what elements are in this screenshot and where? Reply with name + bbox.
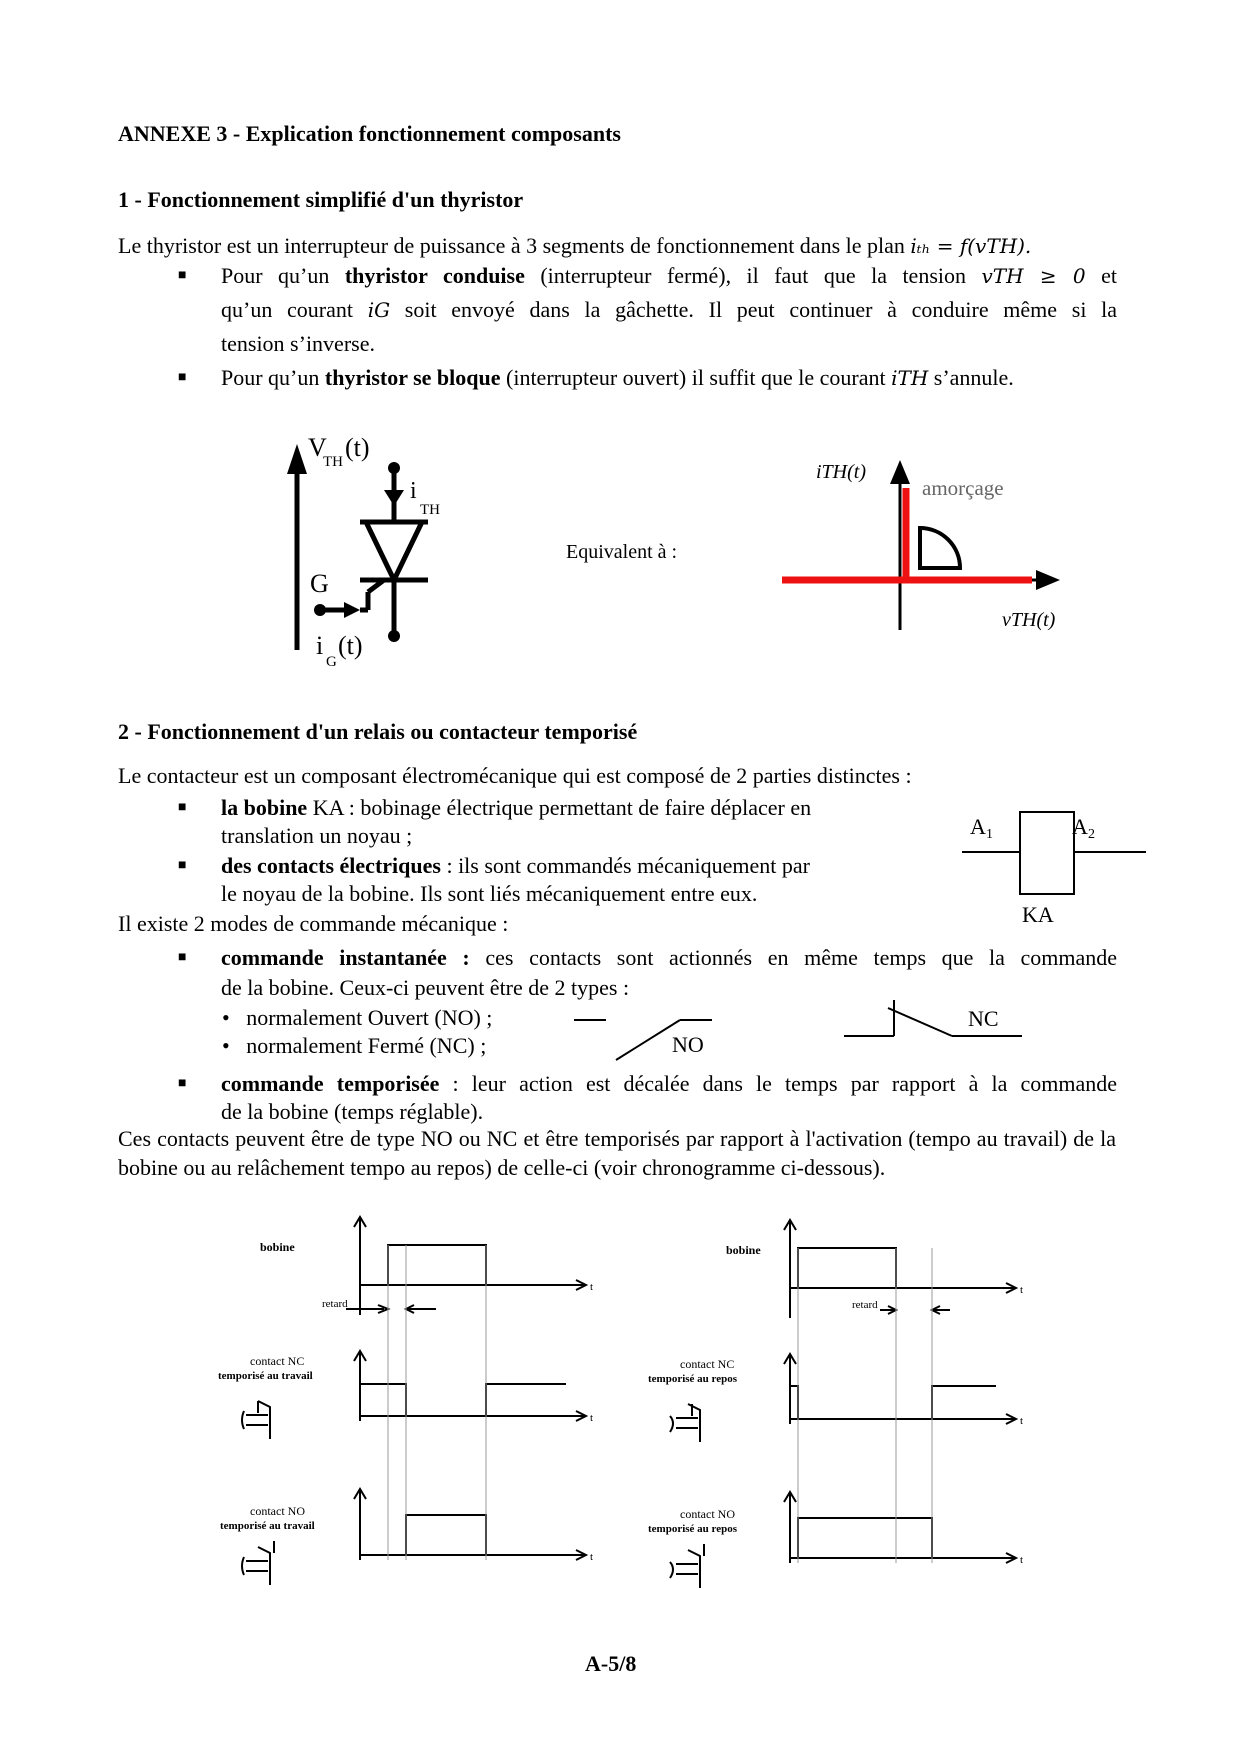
s2-bullet1-line1: la bobine KA : bobinage électrique permettant de faire déplacer en [221,795,812,820]
no-repos-sub: temporisé au repos [648,1523,738,1535]
section2-intro: Le contacteur est un composant électromécanique qui est composé de 2 parties distinctes : [118,763,912,788]
s2-command1-line2: de la bobine. Ceux-ci peuvent être de 2 types : [221,975,630,1000]
s2-bullet1-line2: translation un noyau ; [221,823,413,848]
no-travail-sub: temporisé au travail [220,1520,315,1532]
s1-bullet1-line1: Pour qu’un thyristor conduise (interrupteur fermé), il faut que la tension vTH ≥ 0 et [221,263,1117,288]
t-label: t [590,1412,594,1424]
nc-contact-symbol [840,996,1030,1046]
section1-title: 1 - Fonctionnement simplifié d'un thyristor [118,187,524,212]
bullet-icon: ■ [178,950,187,965]
page-number: A-5/8 [585,1651,637,1676]
ith-label: i [410,478,417,504]
coil-symbol [960,800,1150,930]
bobine-label: bobine [260,1240,295,1254]
vth-sub: TH [323,454,343,470]
t-label: t [1020,1284,1024,1296]
modes-text: Il existe 2 modes de commande mécanique : [118,911,509,936]
ig-sub: G [326,654,337,670]
sub-item-no: • normalement Ouvert (NO) ; [222,1005,493,1030]
section2-title: 2 - Fonctionnement d'un relais ou contacteur temporisé [118,719,638,744]
s1-bullet1-line3: tension s’inverse. [221,331,375,356]
annex-heading: ANNEXE 3 - Explication fonctionnement composants [118,121,621,146]
no-travail-label: contact NO [250,1504,305,1518]
s1-bullet1-line2: qu’un courant iG soit envoyé dans la gâchette. Il peut continuer à conduire même si la [221,297,1118,322]
nc-label: NC [968,1006,999,1031]
no-repos-label: contact NO [680,1507,735,1521]
bullet-icon: ■ [178,858,187,873]
t-label: t [1020,1554,1024,1566]
nc-repos-sub: temporisé au repos [648,1373,738,1385]
ig-label: i [316,631,324,660]
bullet-icon: ■ [178,800,187,815]
retard-label: retard [852,1299,878,1311]
retard-label: retard [322,1298,348,1310]
nc-travail-label: contact NC [250,1354,305,1368]
amorcage-label: amorçage [922,476,1004,500]
bullet-icon: ■ [178,370,187,385]
g-label: G [310,569,329,598]
thyristor-characteristic [770,450,1100,650]
s2-bullet2-line2: le noyau de la bobine. Ils sont liés mécaniquement entre eux. [221,881,758,906]
s2-command2-line2: de la bobine (temps réglable). [221,1099,484,1124]
coil-a2-sub: 2 [1088,827,1095,842]
coil-a2-label: A [1072,814,1088,839]
coil-a1-label: A [970,814,986,839]
chronogram-travail [210,1215,630,1615]
chronogram-repos [640,1218,1060,1618]
no-label: NO [672,1032,704,1057]
vth-label: V [308,433,327,462]
thyristor-symbol [280,430,470,670]
sub-item-nc: • normalement Fermé (NC) ; [222,1033,487,1058]
ith-sub: TH [420,502,440,518]
t-label: t [590,1281,594,1293]
s2-command2-line1: commande temporisée : leur action est décalée dans le temps par rapport à la commande [221,1071,1117,1096]
bullet-icon: ■ [178,268,187,283]
vth-t: (t) [345,433,370,462]
vth-axis-label: vTH(t) [1002,609,1056,631]
coil-ka-label: KA [1022,902,1054,927]
ig-t: (t) [338,631,363,660]
s2-command1-line1: commande instantanée : ces contacts sont actionnés en même temps que la commande [221,945,1118,970]
s1-bullet2: Pour qu’un thyristor se bloque (interrupteur ouvert) il suffit que le courant iTH s’annule. [221,365,1014,390]
ith-axis-label: iTH(t) [816,461,866,483]
section2-paragraph: Ces contacts peuvent être de type NO ou NC et être temporisés par rapport à l'activation (tempo au travail) de la bobine ou au relâchement tempo au repos) de celle-ci (voir chronogramme ci-dessous). [118,1126,1116,1180]
nc-repos-label: contact NC [680,1357,735,1371]
t-label: t [1020,1415,1024,1427]
section1-intro: Le thyristor est un interrupteur de puissance à 3 segments de fonctionnement dans le plan iₜₕ = f(vTH). [118,233,1032,258]
no-contact-symbol [570,1004,720,1064]
coil-a1-sub: 1 [986,827,993,842]
bobine-label: bobine [726,1243,761,1257]
s2-bullet2-line1: des contacts électriques : ils sont commandés mécaniquement par [221,853,810,878]
t-label: t [590,1551,594,1563]
bullet-icon: ■ [178,1076,187,1091]
equivalent-label: Equivalent à : [566,541,678,563]
nc-travail-sub: temporisé au travail [218,1370,313,1382]
